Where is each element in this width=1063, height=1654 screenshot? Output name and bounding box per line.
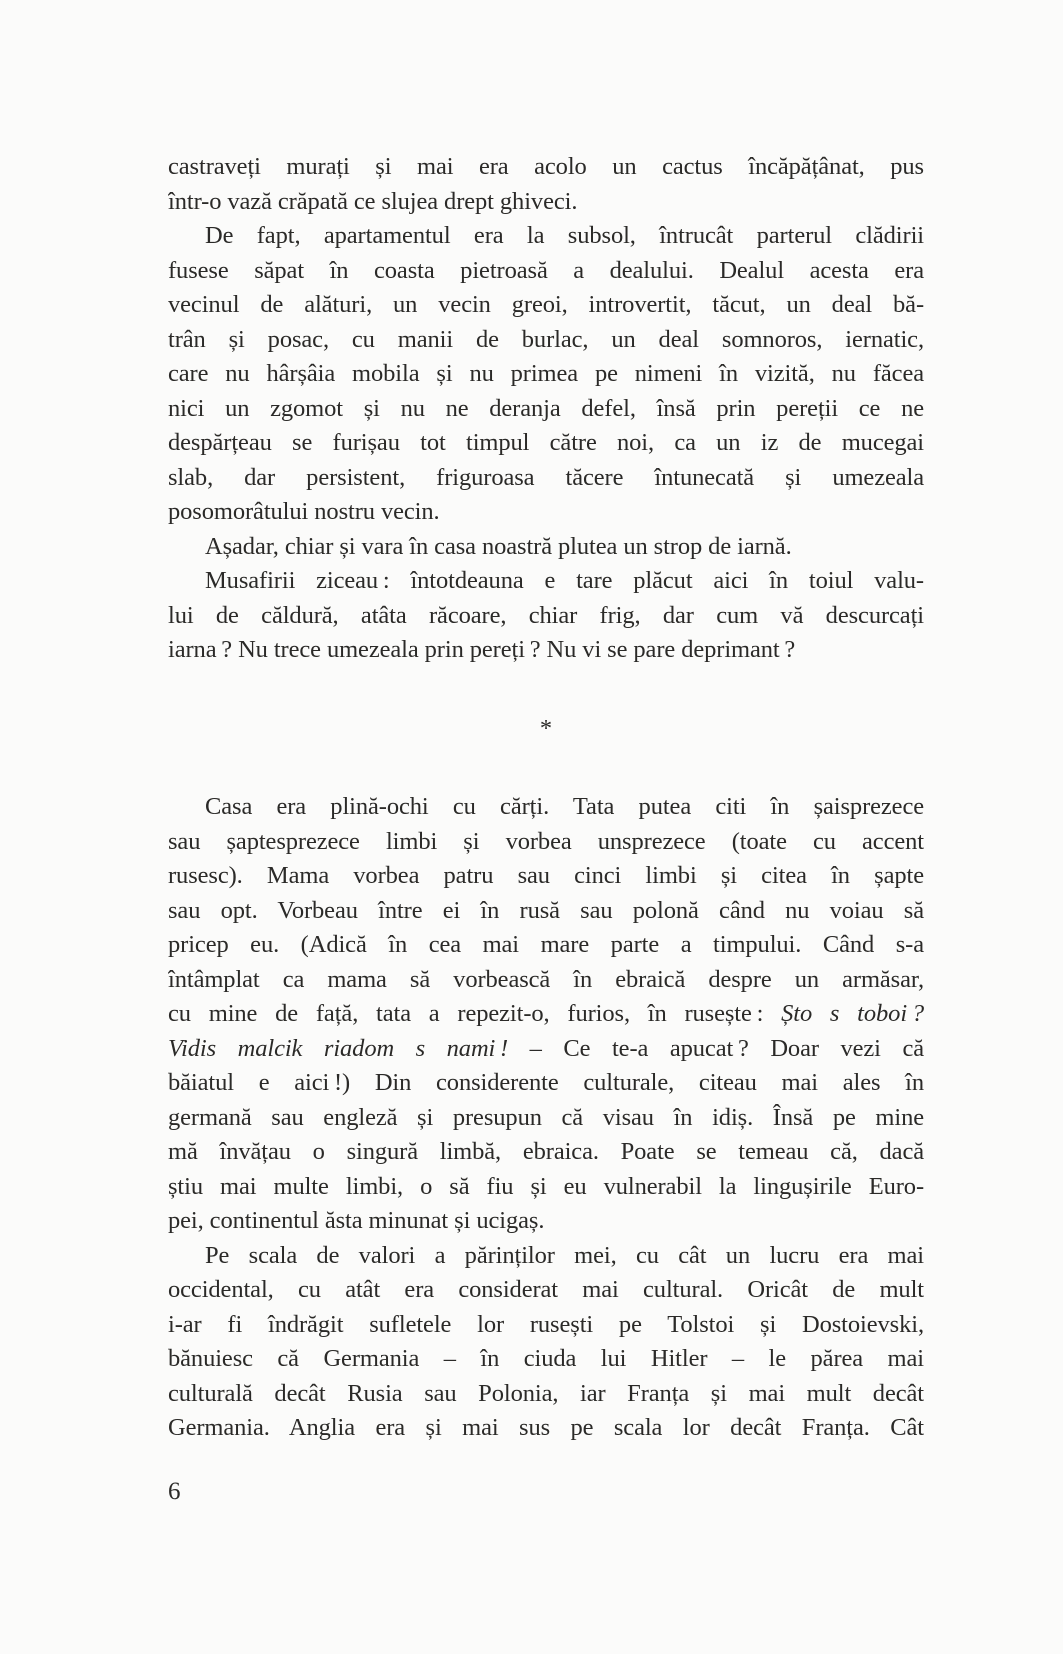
text-run: Casa era plină-ochi cu cărți. Tata putea citi în șaisprezece [205,793,924,820]
text-line [168,1239,924,1274]
text-line [168,185,924,220]
text-run: vecinul de alături, un vecin greoi, introvertit, tăcut, un deal bă- [168,291,924,318]
italic-text-run: Vidis malcik riadom s nami ! [168,1034,509,1062]
text-line [168,997,924,1032]
text-run: Germania. Anglia era și mai sus pe scala lor decât Franța. Cât [168,1414,924,1441]
text-run: întâmplat ca mama să vorbească în ebraică despre un armăsar, [168,965,924,993]
page-number: 6 [168,1477,181,1505]
paragraph [168,1239,924,1446]
paragraph [168,219,924,530]
text-run: castraveți murați și mai era acolo un cactus încăpățânat, pus [168,153,924,180]
text-run: occidental, cu atât era considerat mai cultural. Oricât de mult [168,1276,924,1303]
text-run: sau opt. Vorbeau între ei în rusă sau polonă când nu voiau să [168,896,924,924]
text-run: culturală decât Rusia sau Polonia, iar Franța și mai mult decât [168,1379,924,1407]
text-line [168,1066,924,1101]
text-line [168,1411,924,1446]
text-run: pricep eu. (Adică în cea mai mare parte a timpului. Când s-a [168,931,924,958]
text-line [168,1032,924,1067]
text-run: băiatul e aici !) Din considerente culturale, citeau mai ales în [168,1069,924,1096]
text-run: rusesc). Mama vorbea patru sau cinci limbi și citea în șapte [168,862,924,889]
text-line [168,323,924,358]
text-line [168,1204,924,1239]
text-run: care nu hârșâia mobila și nu primea pe nimeni în vizită, nu făcea [168,360,924,387]
text-run: despărțeau se furișau tot timpul către noi, ca un iz de mucegai [168,429,924,456]
text-line [168,1101,924,1136]
text-run: germană sau engleză și presupun că visau în idiș. Însă pe mine [168,1103,924,1131]
text-line [168,1377,924,1412]
text-run: trân și posac, cu manii de burlac, un deal somnoros, iernatic, [168,325,924,353]
text-run: mă învățau o singură limbă, ebraica. Poate se temeau că, dacă [168,1138,924,1165]
text-line [168,357,924,392]
text-run: lui de căldură, atâta răcoare, chiar frig, dar cum vă descurcați [168,601,924,629]
text-block [168,150,924,1446]
text-line [168,288,924,323]
text-run: slab, dar persistent, friguroasa tăcere întunecată și umezeala [168,463,924,491]
text-line [168,530,924,565]
text-line [168,1273,924,1308]
text-run: într-o vază crăpată ce slujea drept ghiveci. [168,187,578,215]
text-line [168,633,924,668]
paragraph [168,150,924,219]
text-run: pei, continentul ăsta minunat și ucigaș. [168,1207,545,1234]
text-line [168,599,924,634]
text-run: fusese săpat în coasta pietroasă a dealului. Dealul acesta era [168,256,924,284]
text-run: nici un zgomot și nu ne deranja defel, însă prin pereții ce ne [168,394,924,422]
text-line [168,254,924,289]
text-run: Pe scala de valori a părinților mei, cu cât un lucru era mai [205,1241,924,1269]
text-line [168,1342,924,1377]
paragraph [168,790,924,1239]
text-line [168,894,924,929]
paragraph [168,530,924,565]
text-line [168,859,924,894]
text-line [168,495,924,530]
section-separator: * [539,714,553,742]
text-line [168,825,924,860]
text-run: Musafirii ziceau : întotdeauna e tare plăcut aici în toiul valu- [205,567,924,594]
text-line [168,150,924,185]
text-run: știu mai multe limbi, o să fiu și eu vulnerabil la lingușirile Euro- [168,1172,924,1200]
text-run: cu mine de față, tata a repezit-o, furios, în rusește : [168,1000,782,1027]
text-line [168,1170,924,1205]
text-run: bănuiesc că Germania – în ciuda lui Hitler – le părea mai [168,1345,924,1372]
text-line [168,790,924,825]
text-run: iarna ? Nu trece umezeala prin pereți ? Nu vi se pare deprimant ? [168,636,796,663]
text-line [168,1135,924,1170]
text-line [168,461,924,496]
text-line [168,963,924,998]
text-run: posomorâtului nostru vecin. [168,498,440,525]
italic-text-run: Șto s toboi ? [781,1000,924,1027]
text-line [168,928,924,963]
text-line [168,564,924,599]
text-run: sau șaptesprezece limbi și vorbea unsprezece (toate cu accent [168,827,924,855]
text-line [168,392,924,427]
text-line [168,1308,924,1343]
text-line [168,219,924,254]
text-line [168,426,924,461]
text-run: De fapt, apartamentul era la subsol, întrucât parterul clădirii [205,222,924,249]
text-run: i-ar fi îndrăgit sufletele lor rusești pe Tolstoi și Dostoievski, [168,1310,924,1338]
text-run: Așadar, chiar și vara în casa noastră plutea un strop de iarnă. [205,532,792,560]
paragraph [168,564,924,668]
text-run: – Ce te-a apucat ? Doar vezi că [508,1034,924,1062]
